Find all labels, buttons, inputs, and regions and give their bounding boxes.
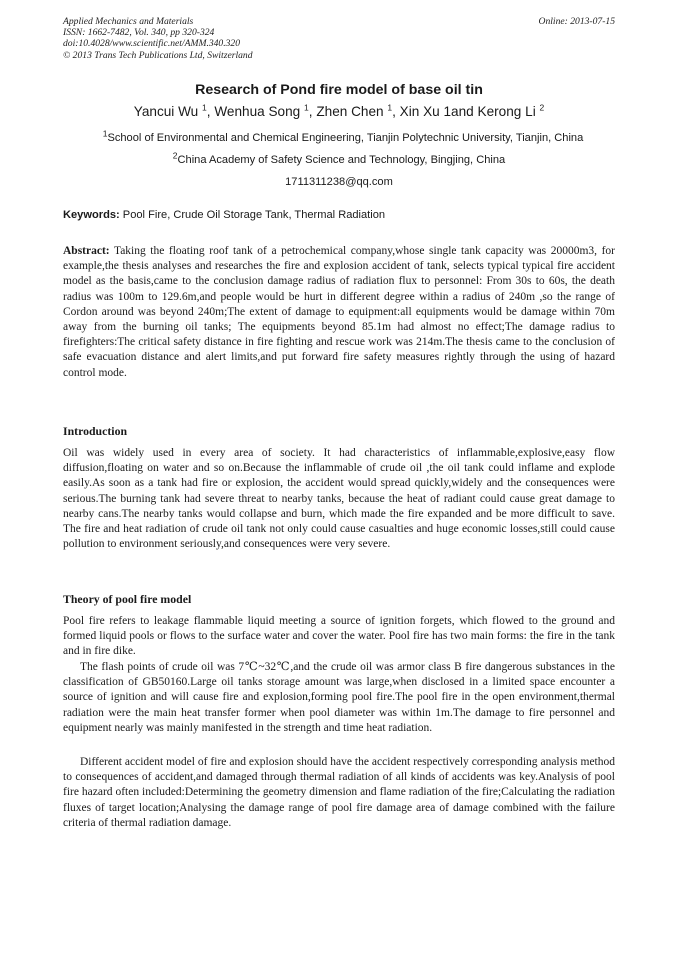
author-separator: , xyxy=(392,104,400,119)
author-name: Zhen Chen xyxy=(316,104,384,119)
abstract xyxy=(63,244,615,381)
abstract-label: Abstract: xyxy=(63,245,110,257)
affiliation-mark: 1 xyxy=(102,128,108,139)
author-affil-mark: 1 xyxy=(202,102,207,113)
copyright-line: © 2013 Trans Tech Publications Ltd, Switzerland xyxy=(63,49,253,61)
issn-line: ISSN: 1662-7482, Vol. 340, pp 320-324 xyxy=(63,27,215,39)
paper-title: Research of Pond fire model of base oil tin xyxy=(195,82,483,98)
affiliation-text: School of Environmental and Chemical Engineering, Tianjin Polytechnic University, Tianjin, China xyxy=(107,132,584,144)
affiliation-1 xyxy=(4,128,678,145)
keywords-label: Keywords: xyxy=(63,209,120,221)
body-paragraph: The flash points of crude oil was 7℃~32℃,and the crude oil was armor class B fire dangerous substances in the classification of GB50160.Large oil tanks storage amount was large,when disclosed in a limited space encounter a source of ignition and will cause fire and explosion,forming pool fire.The pool fire in the open environment,thermal radiation were the main heat transfer former when pool diameter was within 1m.The damage to fire personnel and equipment nearly was mainly manifested in the strength and time heat radiation. xyxy=(63,661,615,734)
body-paragraph: Different accident model of fire and explosion should have the accident respectively corresponding analysis method to consequences of accident,and damaged through thermal radiation of all kinds of accidents was key.Analysis of pool fire hazard often included:Determining the geometry dimension and flame radiation of the fire;Calculating the radiation fluxes of target location;Analysing the damage range of pool fire damage area of damage combined with the failure criteria of thermal radiation damage. xyxy=(63,756,615,829)
author-affil-mark: 1 xyxy=(304,102,309,113)
affiliation-2 xyxy=(0,150,678,167)
author-name: Yancui Wu xyxy=(133,104,199,119)
body-paragraph: Pool fire refers to leakage flammable liquid meeting a source of ignition forgets, which flowed to the ground and formed liquid pools or flows to the surface water and cover the water. Pool fire has two main forms: the fire in the tank and in fire dike. xyxy=(63,615,615,658)
author-separator: , xyxy=(308,104,317,119)
author-email: 1711311238@qq.com xyxy=(285,176,393,188)
author-affil-mark: 2 xyxy=(539,102,545,113)
author-separator: , xyxy=(206,104,215,119)
doi-line: doi:10.4028/www.scientific.net/AMM.340.320 xyxy=(63,38,241,50)
author-name: Wenhua Song xyxy=(214,104,301,119)
affiliation-mark: 2 xyxy=(172,150,178,161)
section-heading-introduction: Introduction xyxy=(63,424,128,438)
section-heading-theory: Theory of pool fire model xyxy=(63,592,192,606)
running-header xyxy=(63,16,615,61)
online-date: Online: 2013-07-15 xyxy=(538,16,615,27)
author-affil-mark: 1 xyxy=(387,102,393,113)
journal-name: Applied Mechanics and Materials xyxy=(63,16,194,27)
affiliation-text: China Academy of Safety Science and Technology, Bingjing, China xyxy=(177,154,506,166)
body-paragraph: Oil was widely used in every area of society. It had characteristics of inflammable,explosive,easy flow diffusion,floating on water and so on.Because the inflammable of crude oil ,the oil tank could inflame and explode easily.As soon as a tank had fire or explosion, the accident would spread quickly,widely and the consequences were serious.The burning tank had severe threat to nearby tanks, because the heat of radiant could cause great damage to nearby cans.The nearby tanks would collapse and burn, which made the fire expanded and be more difficult to save. The fire and heat radiation of crude oil tank not only could cause casualties and huge economic losses,still could cause pollution to environment seriously,and consequences were very severe. xyxy=(63,447,615,551)
abstract-text: Taking the floating roof tank of a petrochemical company,whose single tank capacity was 20000m3, for example,the thesis analyses and researches the fire and explosion accident of tank, selects typical typical fire accident model as the basis,came to the conclusion damage radius of radiation flux to personnel: From 30s to 60s, the death radius was 100m to 129.6m,and people would be hurt in different degree within a radius of 240m ,so the range of Cordon around was beyond 240m;The extent of damage to equipment:all equipments would be damage within 70m away from the burning oil tanks; The equipments beyond 85.1m had almost no effect;The damage radius to firefighters:The critical safety distance in fire fighting and rescue work was 214m.The thesis came to the conclusion of safe evacuation distance and alert limits,and put forward fire safety measures rightly through the using of hazard control mode. xyxy=(63,245,615,379)
author-name: Xin Xu 1and Kerong Li xyxy=(399,104,536,119)
keywords xyxy=(63,208,615,222)
author-line xyxy=(0,103,678,121)
keywords-text: Pool Fire, Crude Oil Storage Tank, Thermal Radiation xyxy=(119,209,386,221)
